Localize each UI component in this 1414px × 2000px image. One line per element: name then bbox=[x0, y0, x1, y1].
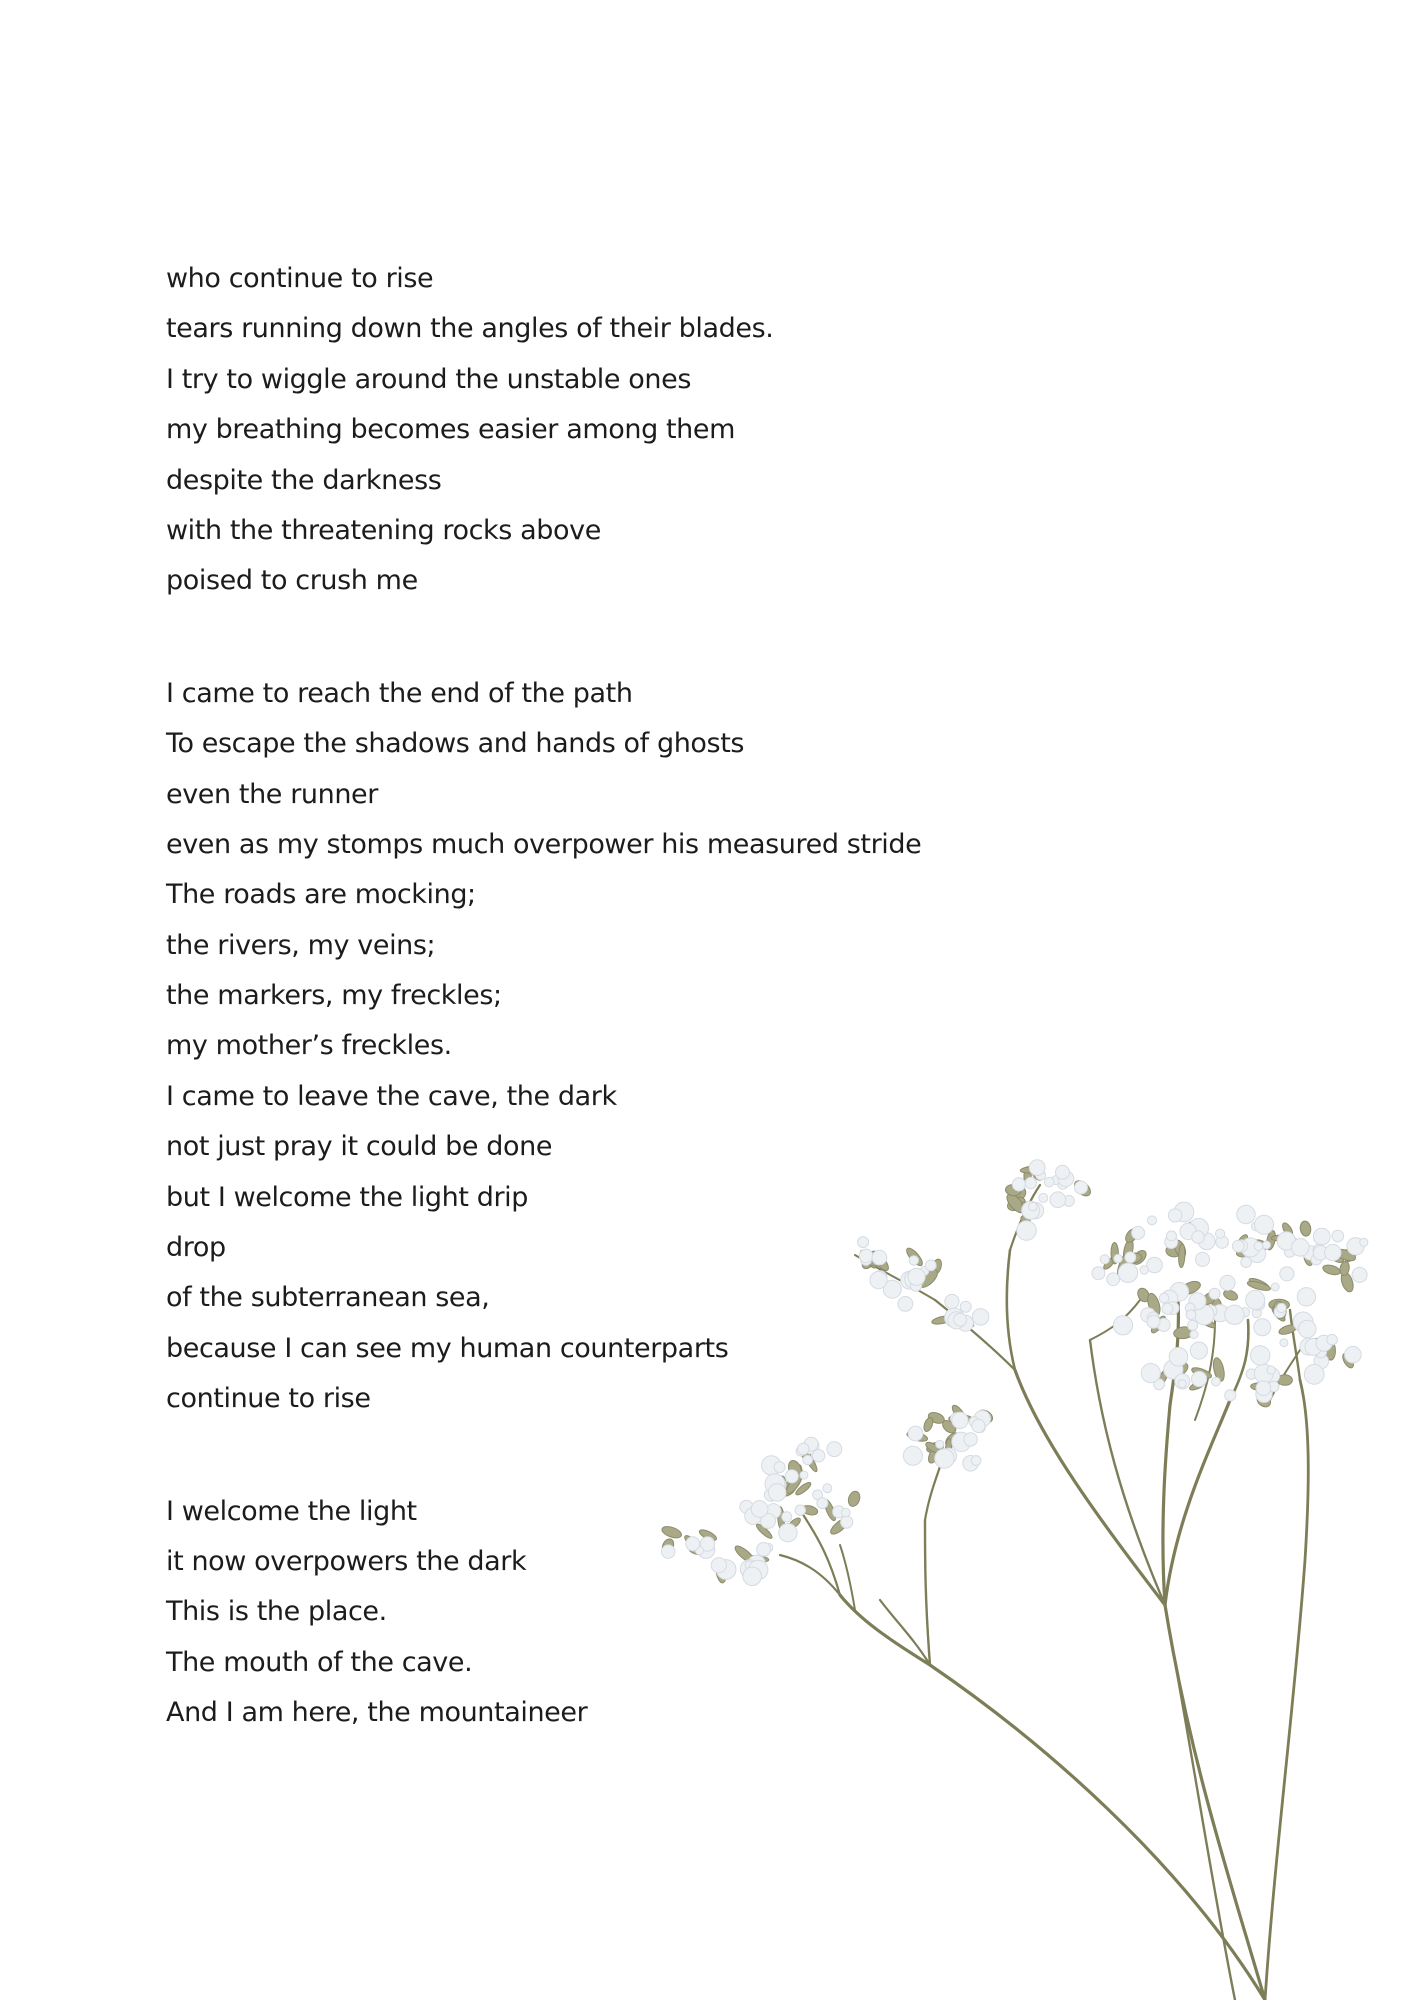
flower-petal bbox=[800, 1471, 808, 1479]
poem-line: The roads are mocking; bbox=[166, 879, 476, 911]
flower-petal bbox=[1345, 1346, 1362, 1363]
poem-line: I came to leave the cave, the dark bbox=[166, 1080, 617, 1112]
flower-petal bbox=[686, 1537, 700, 1551]
flower-petal bbox=[1297, 1288, 1315, 1306]
flower-petal bbox=[1271, 1283, 1279, 1291]
poem-line: To escape the shadows and hands of ghosts bbox=[166, 728, 745, 760]
poem-line: my breathing becomes easier among them bbox=[166, 414, 736, 446]
flower-petal bbox=[1140, 1266, 1148, 1274]
flower-petal bbox=[972, 1419, 985, 1432]
flower-petal bbox=[1107, 1273, 1120, 1286]
poem-line: of the subterranean sea, bbox=[166, 1282, 490, 1314]
flower-petal bbox=[954, 1313, 967, 1326]
flower-petal bbox=[1092, 1267, 1105, 1280]
flower-petal bbox=[795, 1505, 805, 1515]
flower-petal bbox=[1209, 1288, 1220, 1299]
flower-petal bbox=[1141, 1364, 1160, 1383]
flower-petal bbox=[859, 1249, 873, 1263]
poem-line: I came to reach the end of the path bbox=[166, 677, 633, 709]
flower-petal bbox=[1025, 1177, 1036, 1188]
flower-petal bbox=[1225, 1305, 1244, 1324]
flower-petal bbox=[872, 1250, 887, 1265]
flower-petal bbox=[964, 1433, 977, 1446]
flower-petal bbox=[925, 1260, 936, 1271]
flower-petal bbox=[1313, 1228, 1330, 1245]
flower-petal bbox=[908, 1268, 925, 1285]
poem-line: I welcome the light bbox=[166, 1495, 417, 1527]
flower-petal bbox=[1237, 1205, 1255, 1223]
flower-petal bbox=[1298, 1320, 1316, 1338]
flower-petal bbox=[1352, 1267, 1367, 1282]
flower-petal bbox=[1232, 1240, 1244, 1252]
poem-line: even as my stomps much overpower his measured stride bbox=[166, 828, 922, 860]
flower-petal bbox=[945, 1294, 959, 1308]
poem-line: tears running down the angles of their blades. bbox=[166, 313, 774, 345]
poem-line: because I can see my human counterparts bbox=[166, 1332, 729, 1364]
flower-bud bbox=[846, 1490, 861, 1508]
flower-petal bbox=[823, 1484, 832, 1493]
flower-petal bbox=[1114, 1254, 1122, 1262]
flower-petal bbox=[1216, 1229, 1225, 1238]
poem-line: The mouth of the cave. bbox=[166, 1646, 473, 1678]
flower-petal bbox=[1246, 1290, 1265, 1309]
flower-petal bbox=[908, 1426, 923, 1441]
flower-petal bbox=[1254, 1319, 1271, 1336]
poem-line: it now overpowers the dark bbox=[166, 1545, 527, 1577]
poem-line: continue to rise bbox=[166, 1383, 371, 1415]
flower-petal bbox=[798, 1443, 809, 1454]
flower-petal bbox=[1188, 1320, 1198, 1330]
poem-line: And I am here, the mountaineer bbox=[166, 1697, 588, 1729]
poem-line: despite the darkness bbox=[166, 464, 442, 496]
flower-petal bbox=[817, 1498, 828, 1509]
flower-petal bbox=[1192, 1371, 1207, 1386]
flower-petal bbox=[803, 1455, 813, 1465]
flower-petal bbox=[935, 1449, 954, 1468]
flower-petal bbox=[858, 1237, 869, 1248]
poem-line: but I welcome the light drip bbox=[166, 1181, 529, 1213]
flower-petal bbox=[1167, 1231, 1177, 1241]
flower-petal bbox=[1254, 1242, 1263, 1251]
flower-petal bbox=[1277, 1303, 1286, 1312]
flower-petal bbox=[1118, 1263, 1137, 1282]
poem-line: the markers, my freckles; bbox=[166, 980, 502, 1012]
flower-petal bbox=[1255, 1215, 1274, 1234]
flower-petal bbox=[903, 1446, 922, 1465]
poem-line: I try to wiggle around the unstable ones bbox=[166, 363, 692, 395]
flower-petal bbox=[1050, 1192, 1066, 1208]
flower-petal bbox=[1360, 1238, 1368, 1246]
flower-petal bbox=[1186, 1310, 1196, 1320]
flower-petal bbox=[1125, 1252, 1136, 1263]
flower-petal bbox=[1304, 1364, 1324, 1384]
flower-petal bbox=[1017, 1221, 1037, 1241]
flower-petal bbox=[1192, 1231, 1205, 1244]
flower-petal bbox=[782, 1512, 792, 1522]
flower-petal bbox=[1190, 1331, 1198, 1339]
flower-petal bbox=[909, 1256, 918, 1265]
flower-petal bbox=[1147, 1257, 1163, 1273]
poem-line: drop bbox=[166, 1232, 226, 1264]
flower-petal bbox=[711, 1558, 726, 1573]
flower-petal bbox=[1075, 1181, 1088, 1194]
flower-petal bbox=[1012, 1178, 1025, 1191]
flower-petal bbox=[1168, 1209, 1181, 1222]
flower-bud bbox=[1322, 1263, 1341, 1276]
flower-petal bbox=[1327, 1334, 1338, 1345]
poem-line: the rivers, my veins; bbox=[166, 929, 436, 961]
dried-flower-image bbox=[630, 1140, 1414, 2000]
flower-petal bbox=[757, 1543, 771, 1557]
flower-petal bbox=[842, 1508, 851, 1517]
flower-petal bbox=[1241, 1257, 1252, 1268]
flower-petal bbox=[898, 1297, 913, 1312]
flower-petal bbox=[743, 1567, 762, 1586]
flower-petal bbox=[1029, 1160, 1045, 1176]
flower-bud bbox=[1222, 1288, 1239, 1302]
flower-petal bbox=[1292, 1239, 1310, 1257]
poem-line: even the runner bbox=[166, 778, 378, 810]
flower-petal bbox=[1029, 1202, 1038, 1211]
flower-petal bbox=[768, 1484, 786, 1502]
flower-bud bbox=[660, 1524, 682, 1540]
poem-line: who continue to rise bbox=[166, 263, 434, 294]
flower-petal bbox=[779, 1524, 797, 1542]
flower-petal bbox=[841, 1516, 853, 1528]
flower-petal bbox=[952, 1412, 968, 1428]
flower-petal bbox=[1044, 1177, 1054, 1187]
flower-petal bbox=[1147, 1315, 1160, 1328]
flower-petal bbox=[774, 1462, 785, 1473]
flower-petal bbox=[971, 1456, 981, 1466]
flower-petal bbox=[827, 1442, 842, 1457]
flower-petal bbox=[1039, 1193, 1048, 1202]
flower-petal bbox=[1113, 1316, 1132, 1335]
flower-petal bbox=[1267, 1366, 1275, 1374]
poem-line: This is the place. bbox=[166, 1596, 387, 1628]
flower-petal bbox=[1132, 1226, 1145, 1239]
poem-line: my mother’s freckles. bbox=[166, 1030, 452, 1062]
flower-petal bbox=[972, 1309, 989, 1326]
flower-petal bbox=[1169, 1348, 1188, 1367]
flower-petal bbox=[1220, 1275, 1235, 1290]
flower-petal bbox=[1056, 1165, 1070, 1179]
flower-bud bbox=[1299, 1220, 1311, 1236]
flower-petal bbox=[1251, 1346, 1270, 1365]
flower-petal bbox=[936, 1440, 944, 1448]
flower-petal bbox=[1212, 1377, 1221, 1386]
flower-petal bbox=[1225, 1390, 1236, 1401]
poem-line: with the threatening rocks above bbox=[166, 514, 601, 546]
flower-petal bbox=[1325, 1244, 1341, 1260]
flower-petal bbox=[1256, 1381, 1271, 1396]
poem-line: poised to crush me bbox=[166, 565, 418, 597]
flower-petal bbox=[812, 1450, 824, 1462]
flower-petal bbox=[1196, 1252, 1210, 1266]
flower-petal bbox=[1262, 1241, 1270, 1249]
flower-petal bbox=[785, 1470, 798, 1483]
flower-petal bbox=[1280, 1267, 1294, 1281]
flower-petal bbox=[1100, 1255, 1109, 1264]
flower-petal bbox=[1332, 1230, 1344, 1242]
flower-petal bbox=[1178, 1380, 1186, 1388]
poem-line: not just pray it could be done bbox=[166, 1131, 553, 1163]
flower-petal bbox=[1159, 1293, 1169, 1303]
stanza-1 bbox=[166, 254, 926, 607]
flower-bud bbox=[922, 1416, 934, 1432]
flower-petal bbox=[1280, 1339, 1288, 1347]
flower-petal bbox=[662, 1545, 675, 1558]
flower-petal bbox=[751, 1501, 768, 1518]
flower-petal bbox=[870, 1272, 887, 1289]
flower-petal bbox=[1162, 1303, 1173, 1314]
flower-petal bbox=[1148, 1216, 1157, 1225]
flower-petal bbox=[960, 1301, 971, 1312]
flower-petal bbox=[1190, 1342, 1207, 1359]
